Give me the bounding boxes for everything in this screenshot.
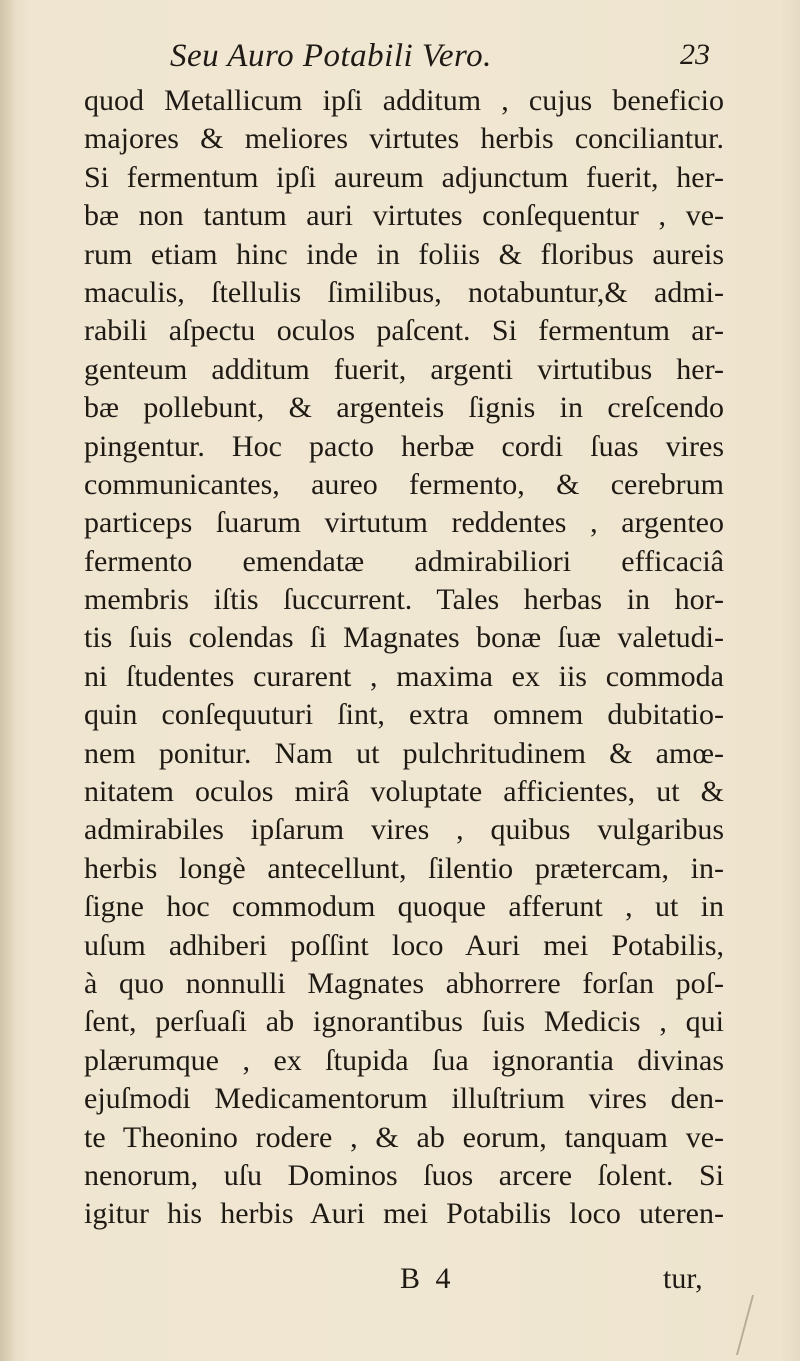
text-line: te Theonino rodere , & ab eorum, tanquam ve- [84, 1120, 724, 1154]
text-line: ejuſmodi Medicamentorum illuſtrium vires den- [84, 1082, 724, 1116]
catchword: tur, [663, 1262, 703, 1295]
page-footer [0, 1262, 800, 1302]
text-line: nitatem oculos mirâ voluptate afficientes, ut & [84, 775, 724, 809]
text-line: à quo nonnulli Magnates abhorrere forſan poſ- [84, 966, 724, 1000]
text-line: Si fermentum ipſi aureum adjunctum fuerit, her- [84, 160, 724, 194]
text-line: communicantes, aureo fermento, & cerebrum [84, 467, 724, 501]
text-line: herbis longè antecellunt, ſilentio prætercam, in- [84, 851, 724, 885]
text-line: particeps ſuarum virtutum reddentes , argenteo [84, 506, 724, 540]
text-line: nem ponitur. Nam ut pulchritudinem & amœ- [84, 736, 724, 770]
text-line: membris iſtis ſuccurrent. Tales herbas in hor- [84, 583, 724, 617]
page-gutter [0, 0, 14, 1361]
running-title: Seu Auro Potabili Vero. [170, 38, 492, 74]
text-line: ſigne hoc commodum quoque afferunt , ut in [84, 890, 724, 924]
text-line: uſum adhiberi poſſint loco Auri mei Potabilis, [84, 928, 724, 962]
text-line: pingentur. Hoc pacto herbæ cordi ſuas vires [84, 429, 724, 463]
text-line: admirabiles ipſarum vires , quibus vulgaribus [84, 813, 724, 847]
text-line: nenorum, uſu Dominos ſuos arcere ſolent. Si [84, 1158, 724, 1192]
text-line: plærumque , ex ſtupida ſua ignorantia divinas [84, 1043, 724, 1077]
signature-mark: B 4 [400, 1262, 455, 1295]
text-line: bæ pollebunt, & argenteis ſignis in creſcendo [84, 391, 724, 425]
text-line: rum etiam hinc inde in foliis & floribus aureis [84, 237, 724, 271]
text-line: quin conſequuturi ſint, extra omnem dubitatio- [84, 698, 724, 732]
text-line: bæ non tantum auri virtutes conſequentur , ve- [84, 199, 724, 233]
page-number: 23 [680, 38, 710, 71]
text-line: ni ſtudentes curarent , maxima ex iis commoda [84, 659, 724, 693]
text-line: genteum additum fuerit, argenti virtutibus her- [84, 352, 724, 386]
text-line: rabili aſpectu oculos paſcent. Si fermentum ar- [84, 314, 724, 348]
text-line: ſent, perſuaſi ab ignorantibus ſuis Medicis , qui [84, 1005, 724, 1039]
text-line: maculis, ſtellulis ſimilibus, notabuntur,& admi- [84, 275, 724, 309]
text-line: majores & meliores virtutes herbis conciliantur. [84, 122, 724, 156]
text-line: igitur his herbis Auri mei Potabilis loco uteren- [84, 1197, 724, 1231]
paper-mark [736, 1295, 794, 1355]
text-line: tis ſuis colendas ſi Magnates bonæ ſuæ valetudi- [84, 621, 724, 655]
text-line: fermento emendatæ admirabiliori efficaciâ [84, 544, 724, 578]
text-line: quod Metallicum ipſi additum , cujus beneficio [84, 84, 724, 117]
body-text [84, 82, 724, 1234]
page-header [0, 38, 800, 78]
